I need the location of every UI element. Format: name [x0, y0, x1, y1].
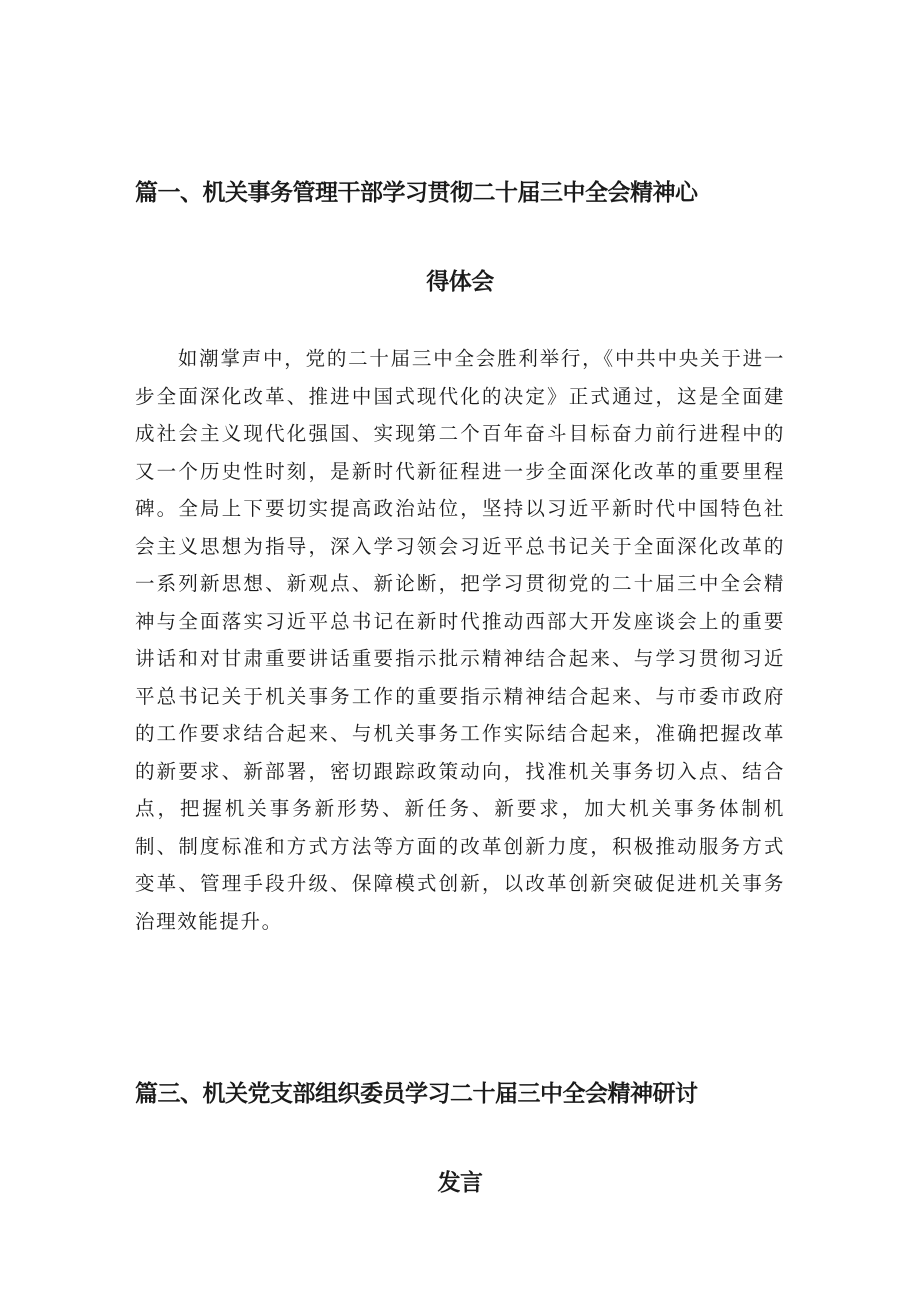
section-2-title-line-2: 发言 [437, 1170, 483, 1196]
section-1-heading [135, 176, 785, 299]
section-2-title-line-1: 篇三、机关党支部组织委员学习二十届三中全会精神研讨 [135, 1081, 698, 1107]
section-1-title-line-2: 得体会 [426, 269, 494, 295]
section-1-paragraph: 如潮掌声中，党的二十届三中全会胜利举行，《中共中央关于进一步全面深化改革、推进中国式现代化的决定》正式通过，这是全面建成社会主义现代化强国、实现第二个百年奋斗目标奋力前行进程中的又一个历史性时刻，是新时代新征程进一步全面深化改革的重要里程碑。全局上下要切实提高政治站位，坚持以习近平新时代中国特色社会主义思想为指导，深入学习领会习近平总书记关于全面深化改革的一系列新思想、新观点、新论断，把学习贯彻党的二十届三中全会精神与全面落实习近平总书记在新时代推动西部大开发座谈会上的重要讲话和对甘肃重要讲话重要指示批示精神结合起来、与学习贯彻习近平总书记关于机关事务工作的重要指示精神结合起来、与市委市政府的工作要求结合起来、与机关事务工作实际结合起来，准确把握改革的新要求、新部署，密切跟踪政策动向，找准机关事务切入点、结合点，把握机关事务新形势、新任务、新要求，加大机关事务体制机制、制度标准和方式方法等方面的改革创新力度，积极推动服务方式变革、管理手段升级、保障模式创新，以改革创新突破促进机关事务治理效能提升。 [135, 347, 785, 933]
section-1-title-line-1: 篇一、机关事务管理干部学习贯彻二十届三中全会精神心 [135, 180, 698, 206]
section-2-heading [135, 1077, 785, 1200]
